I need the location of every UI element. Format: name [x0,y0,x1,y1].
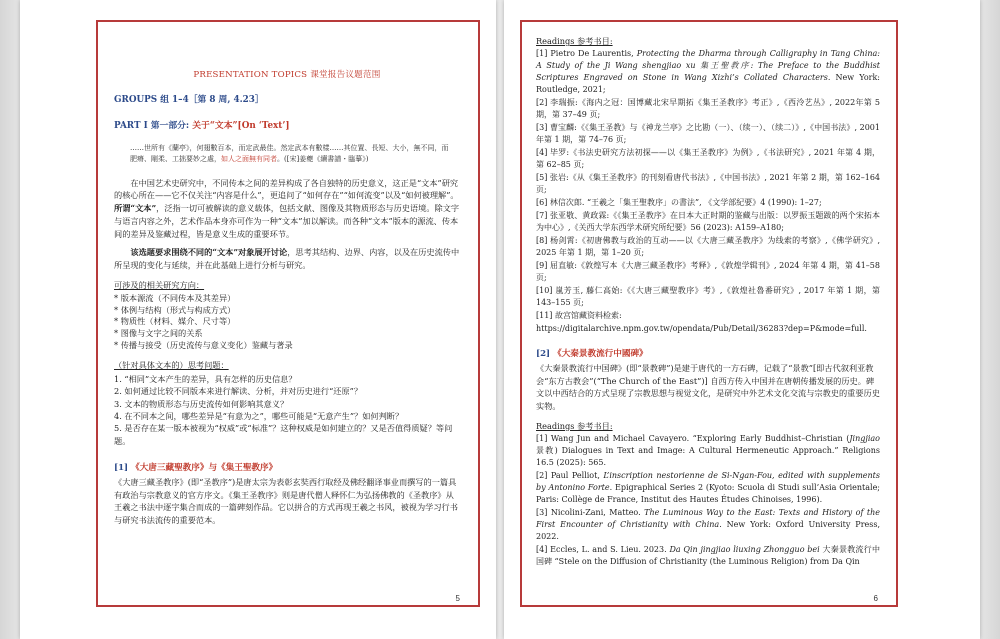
document-title: PRESENTATION TOPICS 课堂报告议题范围 [193,70,381,80]
part-topic: 关于“文本”[On ‘Text’] [192,121,290,131]
section-title: 《大唐三藏聖教序》与《集王聖教序》 [131,462,278,473]
list-item: * 传播与接受（历史流传与意义变化）鉴藏与著录 [114,340,293,351]
intro-bold: 所谓“文本” [114,203,157,214]
reference-item: [6] 林信次郎. “王羲之「集王聖教序」の書法”, 《文学部紀要》4 (1990): 1–27; [536,198,822,207]
directions-heading: 可涉及的相关研究方向： [114,279,205,290]
section-number: [1] [114,462,132,473]
reference-item: [8] 杨剑霄:《初唐佛教与政治的互动——以《大唐三藏圣教序》为线索的考察》,《佛学研究》, 2025 年第 1 期，第 1–20 页; [536,236,880,257]
quote-main: ……世所有《蘭亭》，何翅數百本，而定武最佳。然定武本有數樣……其位置、長短、大小，無不同，而肥瘠、剛柔、工拙要妙之處， [130,144,449,163]
reference-item: [3] Nicolini-Zani, Matteo. The Luminous Way to the East: Texts and History of the First Encounter of Christianity with China. New York: Oxford University Press, 2022. [536,507,881,541]
question-item: 4. 在不同本之间，哪些差异是“有意为之”，哪些可能是“无意产生”？如何判断？ [114,410,404,421]
page-5 [20,0,496,639]
intro-text-a: 在中国艺术史研究中，不同传本之间的差异构成了各自独特的历史意义，这正是“文本”研究的核心所在——它不仅关注“内容是什么”，更追问了“如何存在”“如何流变”以及“如何被理解”。 [114,177,459,201]
epigraph-quote [130,143,450,165]
question-item: 5. 是否存在某一版本被视为“权威”或“标准”？这种权威是如何建立的？又是否值得质疑？等问题。 [114,423,453,446]
directions-list [114,293,460,352]
reference-item: [9] 屈直敏:《敦煌写本《大唐三藏圣教序》考释》,《敦煌学辑刊》, 2024 年第 4 期，第 41–58 页; [536,261,880,282]
requirement-paragraph [114,246,460,271]
quote-highlight: 如人之面無有同者 [221,154,277,163]
reference-item: [10] 嵐芳玉, 藤仁高始:《《大唐三藏聖教序》考》,《敦煌社魯番研究》, 2017 年第 1 期，第 143–155 页; [536,286,880,307]
reference-item: [7] 张亚敬、黄政霖:《《集王圣教序》在日本大正时期的鉴藏与出版：以罗振玉题跋的两个宋拓本为中心》,《关西大学东西学术研究所纪要》56 (2023): A159–A180; [536,211,880,232]
requirement-text: ，思考其结构、边界、内容，以及在历史流传中所呈现的变化与延续，并在此基础上进行分析与研究。 [114,247,460,270]
page-content [536,36,880,569]
reference-item: [1] Pietro De Laurentis, Protecting the Dharma through Calligraphy in Tang China: A Study of the Ji Wang shengjiao xu 集王聖教序: The Preface to the Buddhist Scriptures Engraved on Stone in Wang Xizhi’s Collated Characters. New York: Routledge, 2021; [536,49,881,94]
part-heading [114,118,460,131]
intro-text-b: ，泛指一切可被解读的意义载体，包括文献、图像及其物质形态与历史语境。除文字与语言内容之外，艺术作品本身亦可作为一种“文本”加以解读。而各种“文本”版本的源流、传本间的差异及鉴藏过程，皆是意义生成的重要环节。 [114,203,460,239]
reference-item: [5] 张岩:《从《集王圣教序》的刊刻看唐代书法》,《中国书法》, 2021 年第 2 期，第 162–164 页; [536,173,880,194]
reference-item: [1] Wang Jun and Michael Cavayero. “Exploring Early Buddhist–Christian (Jingjiao 景教) Dialogues in Text and Image: A Cultural Hermeneutic Approach.” Religions 16.5 (2025): 565. [536,433,880,467]
requirement-bold: 该选题要求围绕不同的“文本”对象展开讨论 [130,247,288,258]
reference-item: [2] 李瑞振:《海内之冠：国博藏北宋早期拓《集王圣教序》考正》,《西泠艺丛》, 2022年第 5 期，第 37–49 页; [536,98,880,119]
question-item: 2. 如何通过比较不同版本来进行解读、分析，并对历史进行“还原”？ [114,386,363,397]
readings-heading-2: Readings 参考书目: [536,420,613,431]
section-2-heading [536,347,880,359]
question-item: 1. “相同”文本产生的差异，具有怎样的历史信息？ [114,374,297,385]
question-item: 3. 文本的物质形态与历史流传如何影响其意义？ [114,398,289,409]
reference-item: [4] 毕罗:《书法史研究方法初探——以《集王圣教序》为例》,《书法研究》, 2021 年第 4 期，第 62–85 页; [536,148,880,169]
page-6 [504,0,980,639]
section-title: 《大秦景教流行中國碑》 [553,349,648,359]
questions-list [114,373,460,447]
quote-source: 。([宋]姜夔《續書譜・臨摹》) [277,154,369,163]
page-number: 6 [873,594,878,603]
reference-item: [11] 故宫馆藏资料检索: [536,311,622,320]
groups-heading: GROUPS 组 1–4［第 8 周, 4.23］ [114,95,264,105]
reference-item: [3] 曹宝麟:《《集王圣教》与《神龙兰亭》之比勘（一）、（续一）、（续二）》,《中国书法》, 2001 年第 1 期，第 74–76 页; [536,123,880,144]
section-1-body: 《大唐三藏圣教序》(即“圣教序”)是唐太宗为表彰玄奘西行取经及佛经翻译事业而撰写的一篇具有政治与宗教意义的官方序文。《集王圣教序》则是唐代僧人释怀仁为弘扬佛教的《圣教序》从王羲之书法中逐字集合而成的一篇碑刻作品。它以拼合的方式再现王羲之书风，被视为学习行书与研究书法流传的重要范本。 [114,476,458,525]
reference-item: https://digitalarchive.npm.gov.tw/opendata/Pub/Detail/36283?dep=P&mode=full. [536,324,867,333]
list-item: * 物质性（材料、媒介、尺寸等） [114,316,236,327]
part-prefix: PART I 第一部分: [114,121,193,131]
intro-paragraph [114,177,460,241]
readings-heading: Readings 参考书目: [536,36,613,46]
list-item: * 版本源流（不同传本及其差异） [114,292,236,303]
section-1-heading [114,461,460,473]
list-item: * 体例与结构（形式与构成方式） [114,304,236,315]
section-number: [2] [536,349,554,359]
section-2-body: 《大秦景教流行中国碑》(即“景教碑”)是建于唐代的一方石碑，记载了“景教”[即古代叙利亚教会“东方古教会”(“The Church of the East”)] 自西方传入中国并在唐朝传播发展的历史。碑文以中西结合的方式呈现了宗教思想与视觉文化，是研究中外艺术文化交流与宗教史的重要历史实物。 [536,363,880,412]
page-content [114,36,460,533]
questions-heading: （针对具体文本的）思考问题： [114,360,229,371]
readings-list-1 [536,48,880,335]
reference-item: [2] Paul Pelliot, L’inscription nestorienne de Si-Ngan-Fou, edited with supplements by Antonino Forte. Epigraphical Series 2 (Kyoto: Scuola di Studi sull’Asia Orientale; Paris: Collège de France, Institut des Hautes Études Chinoises, 1996). [536,470,880,504]
reference-item: [4] Eccles, L. and S. Lieu. 2023. Da Qin jingjiao liuxing Zhongguo bei 大秦景教流行中国碑 “Stele on the Diffusion of Christianity (the Luminous Religion) from Da Qin [536,544,880,566]
list-item: * 图像与文字之间的关系 [114,328,203,339]
readings-list-2 [536,433,880,568]
page-number: 5 [455,594,460,603]
